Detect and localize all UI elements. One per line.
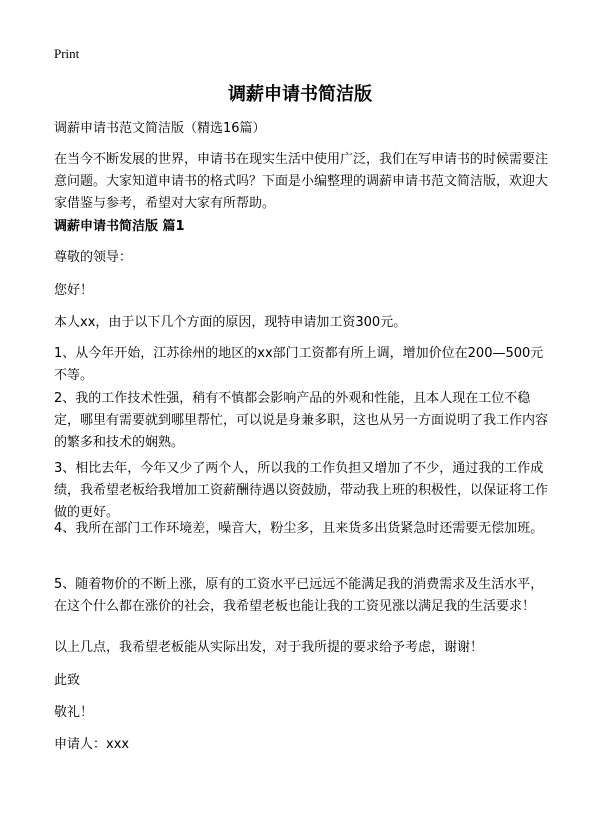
section-heading: 调薪申请书简洁版 篇1: [54, 219, 185, 234]
point-1: 1、从今年开始，江苏徐州的地区的xx部门工资都有所上调，增加价位在200—500元不等。: [54, 346, 544, 383]
greeting: 您好！: [54, 283, 94, 298]
sign-off-2: 敬礼！: [54, 705, 94, 720]
intro-paragraph: 在当今不断发展的世界，申请书在现实生活中使用广泛，我们在写申请书的时候需要注意问题。大家知道申请书的格式吗？下面是小编整理的调薪申请书范文简洁版，欢迎大家借鉴与参考，希望对大家有所帮助。: [54, 152, 549, 211]
salutation: 尊敬的领导：: [54, 250, 133, 265]
point-3: 3、相比去年，今年又少了两个人，所以我的工作负担又增加了不少，通过我的工作成绩，我希望老板给我增加工资薪酬待遇以资鼓励，带动我上班的积极性，以保证将工作做的更好。: [54, 461, 549, 520]
point-2: 2、我的工作技术性强，稍有不慎都会影响产品的外观和性能，且本人现在工位不稳定，哪里有需要就到哪里帮忙，可以说是身兼多职，这也从另一方面说明了我工作内容的繁多和技术的娴熟。: [54, 391, 549, 450]
point-5: 5、随着物价的不断上涨，原有的工资水平已远远不能满足我的消费需求及生活水平，在这个什么都在涨价的社会，我希望老板也能让我的工资见涨以满足我的生活要求！: [54, 577, 544, 614]
point-4: 4、我所在部门工作环境差，噪音大，粉尘多，且来货多出货紧急时还需要无偿加班。: [54, 521, 544, 536]
opening-paragraph: 本人xx，由于以下几个方面的原因，现特申请加工资300元。: [54, 315, 407, 330]
closing-paragraph: 以上几点，我希望老板能从实际出发，对于我所提的要求给予考虑，谢谢！: [54, 640, 484, 655]
applicant-signature: 申请人：xxx: [54, 737, 130, 752]
print-link[interactable]: Print: [54, 46, 80, 61]
document-subtitle: 调薪申请书范文简洁版（精选16篇）: [54, 121, 266, 136]
sign-off-1: 此致: [54, 673, 81, 688]
page-title: 调薪申请书简洁版: [228, 84, 372, 105]
